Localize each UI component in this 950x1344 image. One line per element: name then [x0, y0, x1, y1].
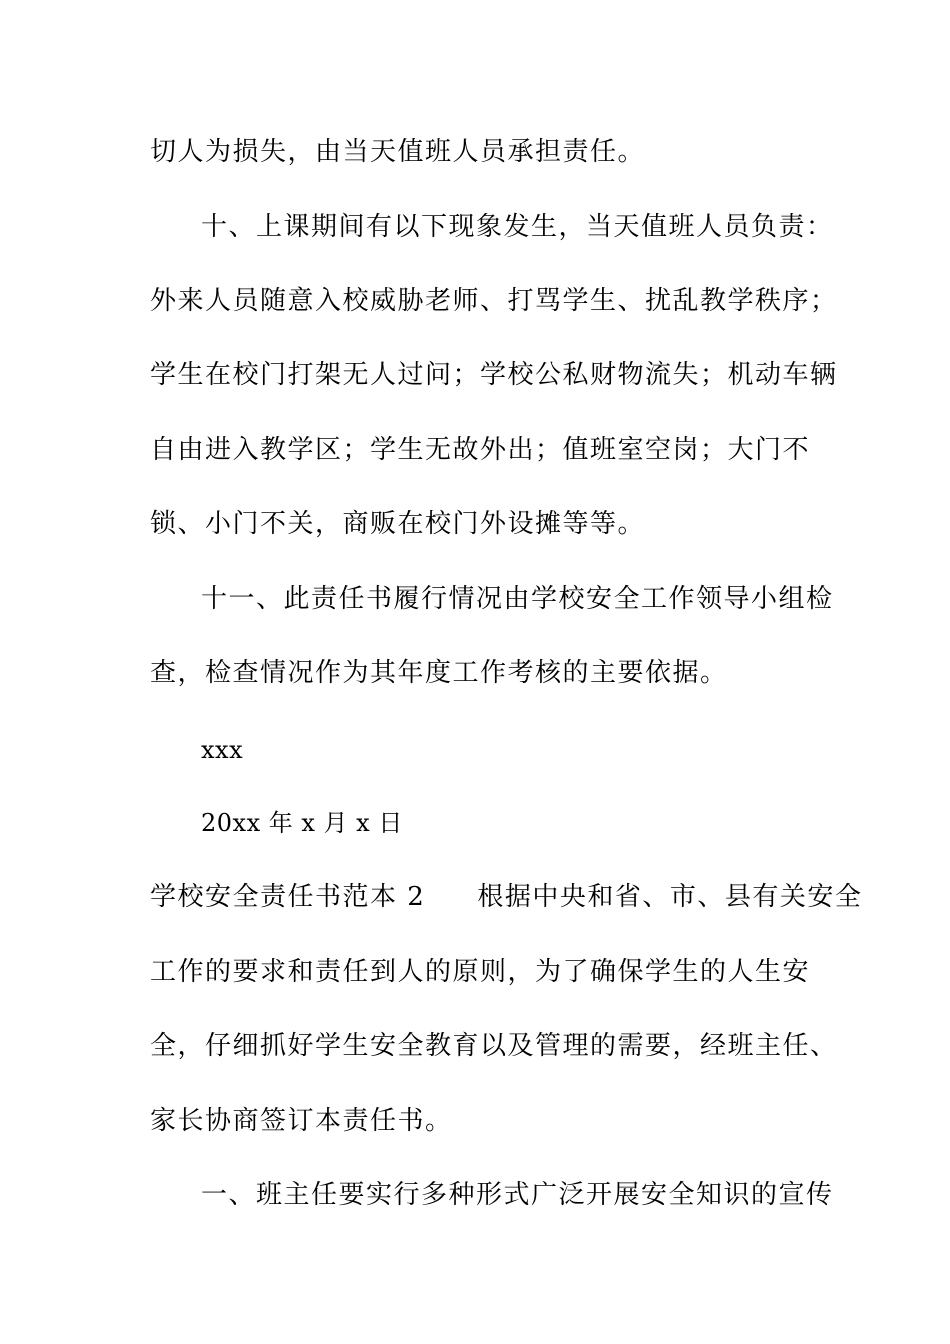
- section-title: 学校安全责任书范本 2: [150, 882, 426, 912]
- section-heading-line: [150, 880, 862, 914]
- signature-name: xxx: [201, 736, 244, 764]
- paragraph-line: 一、班主任要实行多种形式广泛开展安全知识的宣传: [201, 1180, 834, 1210]
- paragraph-line: 学生在校门打架无人过问；学校公私财物流失；机动车辆: [150, 360, 838, 390]
- paragraph-line: 查，检查情况作为其年度工作考核的主要依据。: [150, 658, 728, 688]
- paragraph-line: 十、上课期间有以下现象发生，当天值班人员负责：: [201, 212, 834, 242]
- paragraph-line: 外来人员随意入校威胁老师、打骂学生、扰乱教学秩序；: [150, 286, 838, 316]
- signature-date: 20xx 年 x 月 x 日: [201, 809, 403, 837]
- paragraph-line: 十一、此责任书履行情况由学校安全工作领导小组检: [201, 584, 834, 614]
- paragraph-line: 自由进入教学区；学生无故外出；值班室空岗；大门不: [150, 435, 811, 465]
- paragraph-line: 工作的要求和责任到人的原则，为了确保学生的人生安: [150, 957, 811, 987]
- paragraph-line: 切人为损失，由当天值班人员承担责任。: [150, 137, 646, 167]
- paragraph-text: 根据中央和省、市、县有关安全: [477, 882, 863, 912]
- paragraph-line: 全，仔细抓好学生安全教育以及管理的需要，经班主任、: [150, 1031, 838, 1061]
- paragraph-line: 家长协商签订本责任书。: [150, 1106, 453, 1136]
- paragraph-line: 锁、小门不关，商贩在校门外设摊等等。: [150, 509, 646, 539]
